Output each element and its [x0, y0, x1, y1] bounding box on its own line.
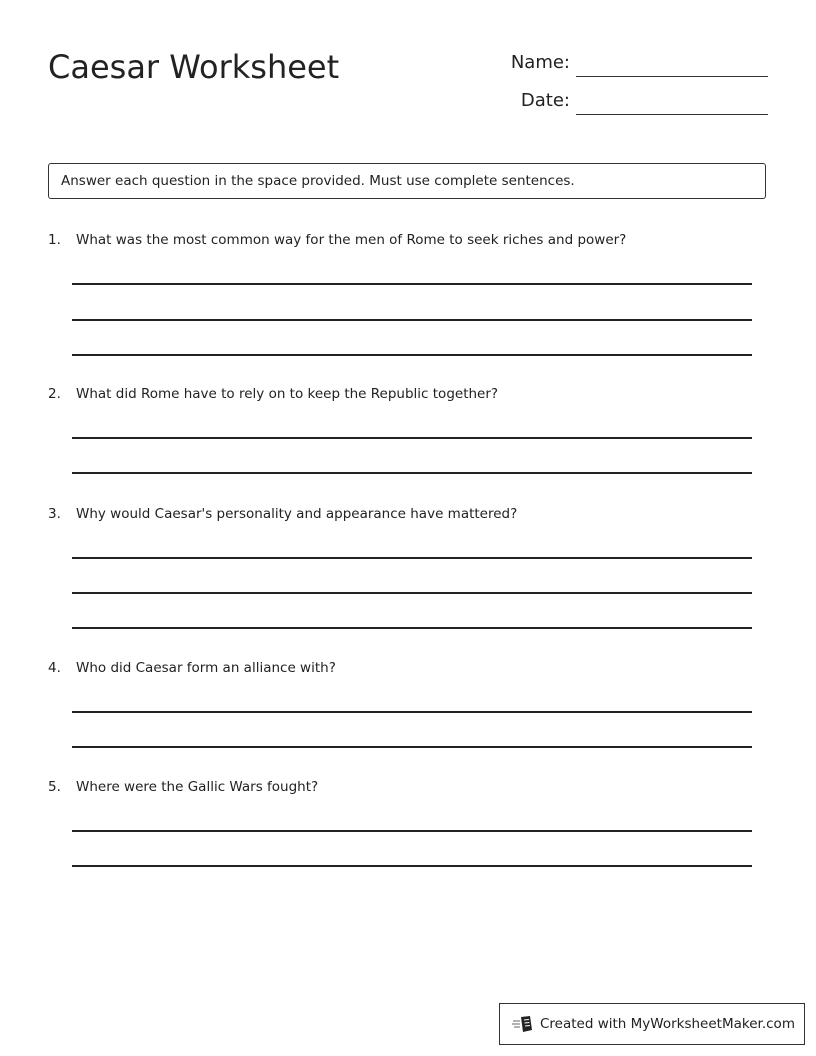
footer-text: Created with MyWorksheetMaker.com: [540, 1016, 795, 1032]
worksheet-logo-icon: [512, 1015, 534, 1033]
question-number: 2.: [48, 386, 61, 402]
question-number: 5.: [48, 779, 61, 795]
answer-line[interactable]: [72, 746, 752, 748]
worksheet-title: Caesar Worksheet: [48, 48, 340, 86]
answer-line[interactable]: [72, 283, 752, 285]
question-text: Who did Caesar form an alliance with?: [76, 660, 336, 676]
footer-credit[interactable]: [499, 1003, 805, 1045]
answer-line[interactable]: [72, 319, 752, 321]
question-number: 3.: [48, 506, 61, 522]
instructions-box: [48, 163, 766, 199]
instructions-text: Answer each question in the space provided. Must use complete sentences.: [61, 173, 575, 189]
question-number: 4.: [48, 660, 61, 676]
question-text: What did Rome have to rely on to keep the Republic together?: [76, 386, 499, 402]
answer-line[interactable]: [72, 354, 752, 356]
answer-line[interactable]: [72, 557, 752, 559]
name-field-line[interactable]: [576, 76, 768, 77]
question-text: Where were the Gallic Wars fought?: [76, 779, 319, 795]
question-text: Why would Caesar's personality and appearance have mattered?: [76, 506, 518, 522]
name-label: Name:: [510, 52, 570, 73]
answer-line[interactable]: [72, 865, 752, 867]
answer-line[interactable]: [72, 437, 752, 439]
answer-line[interactable]: [72, 627, 752, 629]
answer-line[interactable]: [72, 472, 752, 474]
date-field-line[interactable]: [576, 114, 768, 115]
answer-line[interactable]: [72, 830, 752, 832]
question-number: 1.: [48, 232, 61, 248]
answer-line[interactable]: [72, 711, 752, 713]
answer-line[interactable]: [72, 592, 752, 594]
question-text: What was the most common way for the men of Rome to seek riches and power?: [76, 232, 627, 248]
date-label: Date:: [520, 90, 570, 111]
